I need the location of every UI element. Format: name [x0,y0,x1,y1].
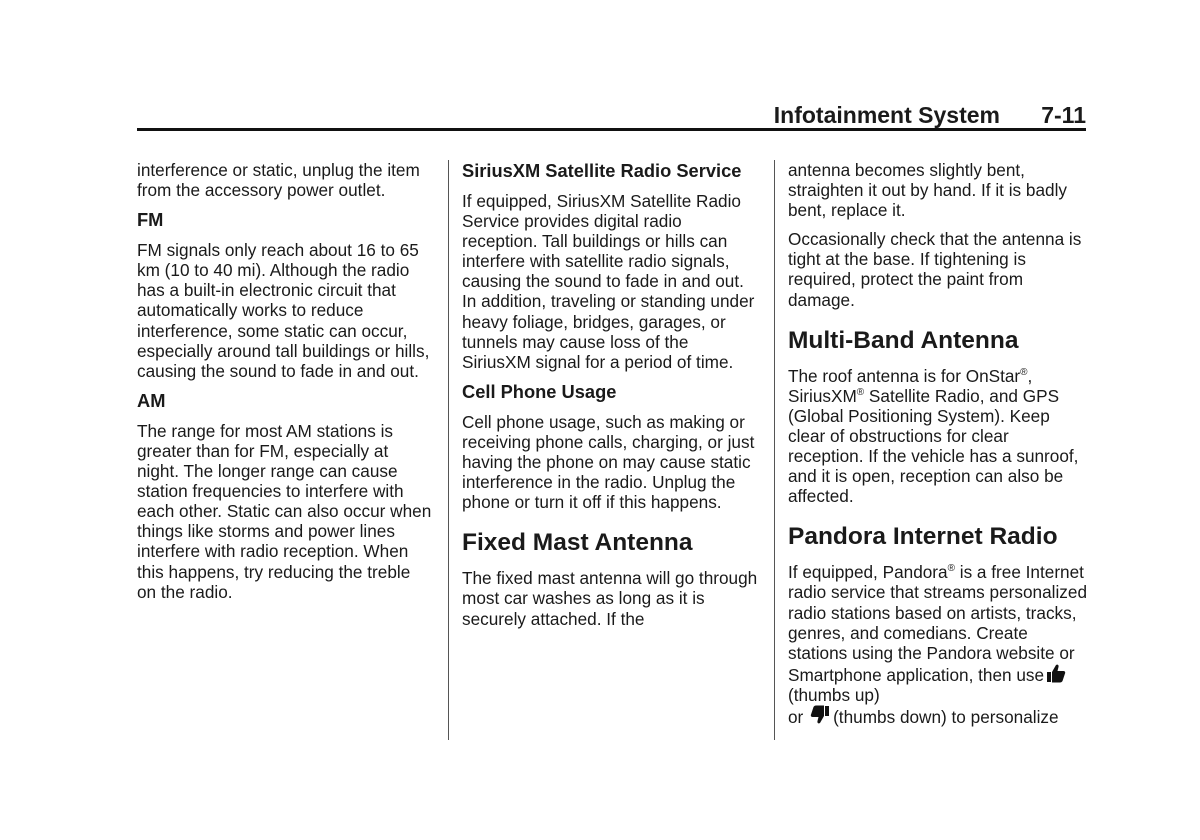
fm-heading: FM [137,209,164,231]
multi-band-paragraph: The roof antenna is for OnStar®, SiriusXM® Satellite Radio, and GPS (Global Positioning System). Keep clear of obstructions for clear reception. If the vehicle has a sunroof, and it is open, reception can also be affected. [788,365,1079,507]
antenna-check-paragraph: Occasionally check that the antenna is tight at the base. If tightening is required, protect the paint from damage. [788,229,1082,310]
page-number: 7-11 [1041,102,1086,128]
thumbs-up-icon [1046,663,1066,683]
fixed-mast-paragraph: The fixed mast antenna will go through most car washes as long as it is securely attached. If the [462,568,758,629]
thumbs-down-icon [810,705,830,725]
page-header [137,100,1086,130]
column-left [137,160,433,602]
section-title: Infotainment System [773,102,1000,128]
column-divider [448,160,449,740]
pandora-paragraph: If equipped, Pandora® is a free Internet radio service that streams personalized radio stations based on artists, tracks, genres, and comedians. Create stations using the Pandora website or Smartphone application, then use (thumbs up) or (thumbs down) to personalize [788,562,1088,727]
am-heading: AM [137,389,166,411]
fixed-mast-heading: Fixed Mast Antenna [462,529,693,557]
cell-phone-heading: Cell Phone Usage [462,380,617,402]
header-divider [137,128,1086,131]
registered-mark: ® [947,563,955,575]
cell-phone-paragraph: Cell phone usage, such as making or receiving phone calls, charging, or just having the phone on may cause static interference in the radio. Unplug the phone or turn it off if this happens. [462,411,755,513]
pandora-heading: Pandora Internet Radio [788,523,1058,551]
column-divider [774,160,775,740]
antenna-continued-paragraph: antenna becomes slightly bent, straighten it out by hand. If it is badly bent, replace it. [788,160,1067,221]
siriusxm-paragraph: If equipped, SiriusXM Satellite Radio Service provides digital radio reception. Tall buildings or hills can interfere with satellite radio signals, causing the sound to fade in and out. In addition, traveling or standing under heavy foliage, bridges, garages, or tunnels may cause loss of the SiriusXM signal for a period of time. [462,191,755,372]
fm-paragraph: FM signals only reach about 16 to 65 km (10 to 40 mi). Although the radio has a built-in electronic circuit that automatically works to reduce interference, some static can occur, especially around tall buildings or hills, causing the sound to fade in and out. [137,240,430,381]
column-right [788,160,1088,727]
registered-mark: ® [856,386,865,398]
registered-mark: ® [1020,366,1028,378]
multi-band-heading: Multi-Band Antenna [788,326,1019,354]
siriusxm-heading: SiriusXM Satellite Radio Service [462,160,742,181]
body-paragraph: interference or static, unplug the item from the accessory power outlet. [137,160,420,201]
column-middle [462,160,760,629]
am-paragraph: The range for most AM stations is greater than for FM, especially at night. The longer range can cause station frequencies to interfere with each other. Static can also occur when things like storms and power lines interfere with radio reception. When this happens, try reducing the treble on the radio. [137,420,432,602]
